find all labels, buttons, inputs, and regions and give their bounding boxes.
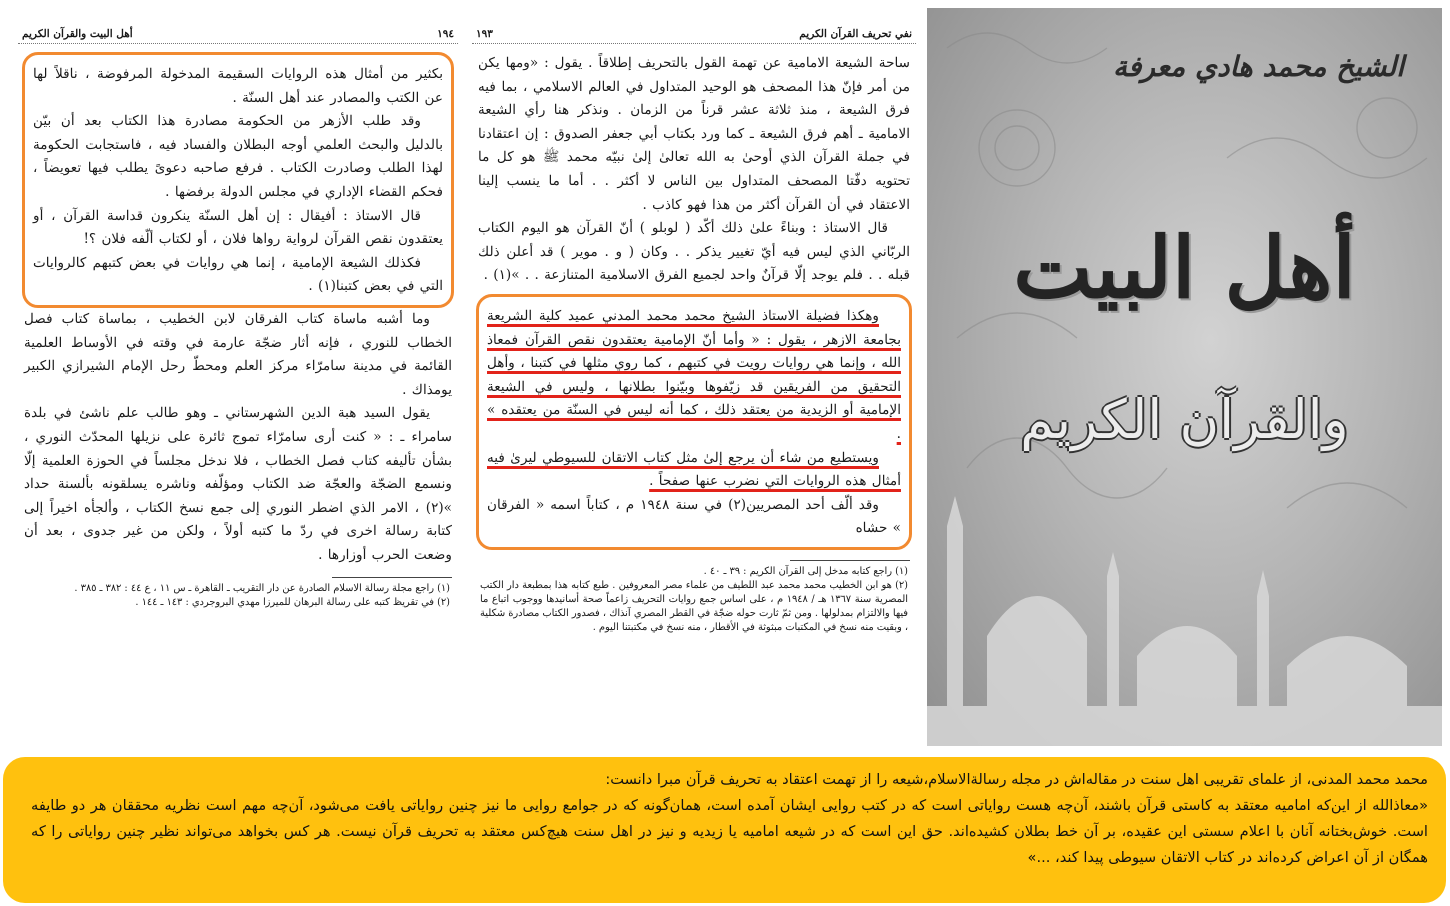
paragraph: فكذلك الشيعة الإمامية ، إنما هي روايات في بعض كتبهم كالروايات التي في بعض كتبنا(١) . [33,254,443,295]
book-page-194 [18,26,458,746]
footnotes [18,582,458,610]
paragraph: يقول السيد هبة الدين الشهرستاني ـ وهو طالب علم ناشئ في بلدة سامراء ـ : « كنت أرى سامرّاء تموج ثائرة على نزيلها المحدّث النوري ، بشأن تأليفه كتاب فصل الخطاب ، فلا ندخل مجلساً في الحوزة العلمية إلّا ونسمع الضجّة والعجّة ضد الكتاب ومؤلّفه وناشره يسلقونه بألسنة حداد »(٢) ، الامر الذي اضطر النوري إلى جمع نسخ الكتاب ، وألجأه اخيراً إلى كتابة رسالة اخرى في ردّ ما كتبه أولاً ، ولكن من غير جدوى ، بعد أن وضعت الحرب أوزارها . [24,405,452,563]
paragraph: بكثير من أمثال هذه الروايات السقيمة المدخولة المرفوضة ، ناقلاً لها عن الكتب والمصادر عند أهل السنّة . [33,66,443,106]
footnote: (١) راجع كتابه مدخل إلى القرآن الكريم : ٣٩ ـ ٤٠ . [703,565,908,577]
paragraph: ساحة الشيعة الامامية عن تهمة القول بالتحريف إطلاقاً . يقول : «ومها يكن من أمر فإنّ هذا المصحف هو الوحيد المتداول في العالم الاسلامي ، بما فيه فرق الشيعة ، منذ ثلاثة عشر قرناً من الزمان . ونذكر هنا رأي الشيعة الامامية ـ أهم فرق الشيعة ـ كما ورد بكتاب أبي جعفر الصدوق : إن اعتقادنا في جملة القرآن الذي أوحىٰ به الله تعالىٰ إلىٰ نبيّه محمد ﷺ هو كل ما تحتويه دفّتا المصحف المتداول بين الناس لا أكثر . . أما ما ينسب إلينا الاعتقاد في أن القرآن أكثر من هذا فهو كاذب . [478,55,910,213]
cover-author: الشيخ محمد هادي معرفة [1112,50,1404,83]
page-body [18,52,458,567]
caption-box [3,757,1446,903]
highlight-box [22,52,454,308]
paragraph: وما أشبه ماساة كتاب الفرقان لابن الخطيب ، بماساة كتاب فصل الخطاب للنوري ، فإنه أثار ضجّة عارمة في وقته في الأوساط العلمية القائمة في مدينة سامرّاء مركز العلم ومحطّ رحل الإمام الشيرازي الكبير يومذاك . [24,310,452,398]
paragraph: قال الاستاذ : وبناءً علىٰ ذلك أكّد ( لوبلو ) أنّ القرآن هو اليوم الكتاب الربّاني الذي ليس فيه أيّ تغيير يذكر . . وكان ( و . موير ) قد أعلن ذلك قبله . . فلم يوجد إلّا قرآنٌ واحد لجميع الفرق الاسلامية المتنازعة . . »(١) . [478,220,910,284]
paragraph: وقد طلب الأزهر من الحكومة مصادرة هذا الكتاب بعد أن بيّن بالدليل والبحث العلمي أوجه البطلان والفساد فيه ، فاستجابت الحكومة لهذا الطلب وصادرت الكتاب . فرفع صاحبه دعوىً يطلب فيها تعويضاً ، فحكم القضاء الإداري في مجلس الدولة برفضها . [33,113,443,200]
book-cover [927,8,1442,746]
underlined-paragraph: ويستطيع من شاء أن يرجع إلىٰ مثل كتاب الاتقان للسيوطي ليرىٰ فيه أمثال هذه الروايات التي نضرب عنها صفحاً . [487,449,901,490]
footnote: (٢) في تقريظ كتبه على رسالة البرهان للميرزا مهدي البروجردي : ١٤٣ ـ ١٤٤ . [135,597,450,609]
running-header [18,26,458,44]
paragraph: قال الاستاذ : أفيقال : إن أهل السنّة ينكرون قداسة القرآن ، أو يعتقدون نقص القرآن لرواية رواها فلان ، أو لكتاب ألّفه فلان ؟! [33,207,443,248]
cover-subtitle: والقرآن الكريم [1020,388,1349,451]
running-title: نفي تحريف القرآن الكريم [799,28,912,40]
footnote: (١) راجع مجلة رسالة الاسلام الصادرة عن دار التقريب ـ القاهرة ـ س ١١ ، ع ٤٤ : ٣٨٢ ـ ٣٨٥ . [74,583,450,595]
highlight-box [476,294,912,550]
footnote: (٢) هو ابن الخطيب محمد محمد عبد اللطيف من علماء مصر المعروفين . طبع كتابه هذا بمطبعة دار الكتب المصرية سنة ١٣٦٧ هـ / ١٩٤٨ م ، على اساس جمع روايات التحريف زاعماً صحة أسانيدها ووجوب اتباع ما فيها والالتزام بمدلولها . ومن ثمّ ثارت حوله ضجّة في القطر المصري آنذاك ، فصدور الكتاب مصادرة شكلية ، وبقيت منه نسخ في المكتبات مبثوثة في الأقطار ، منه نسخ في مكتبتنا اليوم . [480,579,908,633]
mosque-skyline-illustration [927,486,1442,746]
book-page-193 [472,26,916,746]
footnote-rule [332,577,452,578]
page-body [472,52,916,550]
paragraph: وقد ألّف أحد المصريين(٢) في سنة ١٩٤٨ م ، كتاباً اسمه « الفرقان » حشاه [487,496,901,537]
running-header [472,26,916,44]
footnotes [472,565,916,635]
page-number: ١٩٣ [476,28,493,40]
underlined-paragraph: وهكذا فضيلة الاستاذ الشيخ محمد محمد المدني عميد كلية الشريعة بجامعة الازهر ، يقول : « وأما أنّ الإمامية يعتقدون نقص القرآن فمعاذ الله ، وإنما هي روايات رويت في كتبهم ، كما روي مثلها في كتبنا ، وأهل التحقيق من الفريقين قد زيّفوها وبيّنوا بطلانها ، وليس في الشيعة الإمامية أو الزيدية من يعتقد ذلك ، كما أنه ليس في السنّة من يعتقده » . [487,307,901,442]
footnote-rule [790,560,910,561]
running-title: أهل البيت والقرآن الكريم [22,28,133,40]
caption-intro: محمد محمد المدنی، از علمای تقریبی اهل سنت در مقاله‌اش در مجله رسالةالاسلام،شیعه را از تهمت اعتقاد به تحریف قرآن مبرا دانست: [605,771,1428,788]
caption-quote: «معاذالله از این‌که امامیه معتقد به کاستی قرآن باشند، آن‌چه هست روایاتی است که در کتب روایی ایشان آمده است، همان‌گونه که در جوامع روایی ما نیز چنین روایاتی یافت می‌شود، آن‌چه مهم است نظریه محققان هر دو طایفه است. خوش‌بختانه آنان با اعلام سستی این عقیده، بر آن خط بطلان کشیده‌اند. حق این است که در شیعه امامیه یا زیدیه و نیز در اهل سنت هیچ‌کس معتقد به تحریف قرآن نیست. هر کس بخواهد می‌تواند نظیر چنین روایاتی را که همگان از آن اعراض کرده‌اند در کتاب الاتقان سیوطی پیدا کند، ...» [31,797,1428,866]
page-number: ١٩٤ [437,28,454,40]
cover-title: أهل البيت [1013,218,1356,317]
